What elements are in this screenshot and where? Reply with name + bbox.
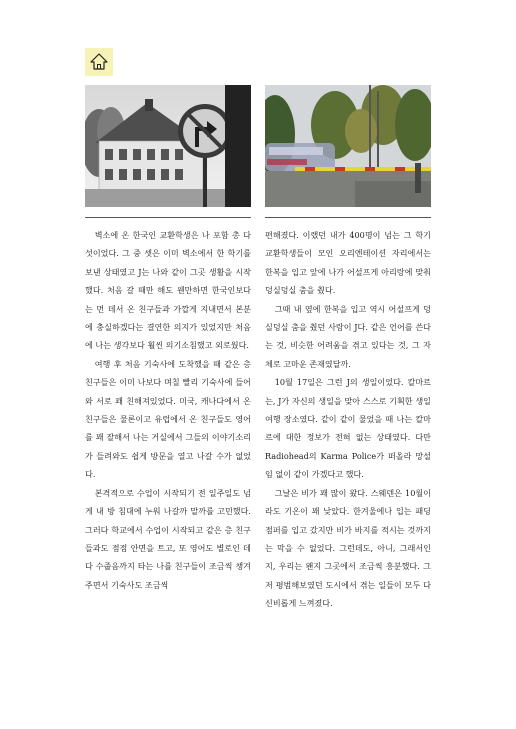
paragraph: 편해졌다. 이랬던 내가 400명이 넘는 그 학기 교환학생들이 모인 오리엔테이션 자리에서는 한복을 입고 앞에 나가 어설프게 아리랑에 맞춰 덩실덩실 춤을 췄다.	[265, 230, 431, 296]
paragraph: 10월 17일은 그런 J의 생일이었다. 칼마르는, J가 자신의 생일을 맞아 스스로 기획한 생일 여행 장소였다. 같이 같이 물었을 때 나는 칼마르에 대한 정보가 전혀 없는 상태였다. 다만 Radiohead의 Karma Police가 떠올라 망설임 없이 같이 가겠다고 했다.	[265, 377, 431, 480]
paragraph: 그날은 비가 꽤 많이 왔다. 스웨덴은 10월이라도 기온이 꽤 낮았다. 한겨울에나 입는 패딩점퍼를 입고 갔지만 비가 바지를 적시는 것까지는 막을 수 없었다. 그런데도, 아니, 그래서인지, 우리는 왠지 그곳에서 조금씩 흥분했다. 그저 평범해보였던 도시에서 겪는 일들이 모두 다 신비롭게 느껴졌다.	[265, 487, 431, 609]
paragraph: 그때 내 옆에 한복을 입고 역시 어설프게 덩실덩실 춤을 췄던 사람이 J다. 같은 언어를 쓴다는 것, 비슷한 어려움을 겪고 있다는 것, 그 자체로 고마운 존재였달까.	[265, 303, 431, 369]
paragraph: 여행 후 처음 기숙사에 도착했을 때 같은 층 친구들은 이미 나보다 며칠 빨리 기숙사에 들어와 서로 꽤 친해져있었다. 미국, 캐나다에서 온 친구들은 물론이고 유럽에서 온 친구들도 영어를 꽤 잘해서 나는 거실에서 그들의 이야기소리가 들려와도 쉽게 방문을 열고 나갈 수가 없었다.	[85, 358, 251, 480]
paragraph: 본격적으로 수업이 시작되기 전 일주일도 넘게 내 방 침대에 누워 나갈까 말까를 고민했다. 그러다 학교에서 수업이 시작되고 같은 층 친구들과도 점점 안면을 트고, 또 영어도 별로인 데다 수줍음까지 타는 나를 친구들이 조금씩 챙겨주면서 기숙사도 조금씩	[85, 487, 251, 590]
paragraph: 벽소에 온 한국인 교환학생은 나 포함 총 다섯이었다. 그 중 셋은 이미 벽소에서 한 학기를 보낸 상태였고 J는 나와 같이 그곳 생활을 시작했다. 처음 갈 때만 해도 웬만하면 한국인보다는 먼 데서 온 친구들과 가깝게 지내면서 본분에 충실하겠다는 결연한 의지가 있었지만 처음에 나는 생각보다 훨씬 의기소침했고 외로웠다.	[85, 230, 251, 351]
home-button[interactable]	[85, 48, 113, 76]
photo-building-sign	[85, 85, 251, 207]
divider-right	[265, 217, 431, 218]
photo-train-crossing	[265, 85, 431, 207]
article-column-left	[85, 226, 251, 594]
article-column-right	[265, 226, 431, 613]
home-icon	[89, 52, 109, 72]
divider-left	[85, 217, 251, 218]
